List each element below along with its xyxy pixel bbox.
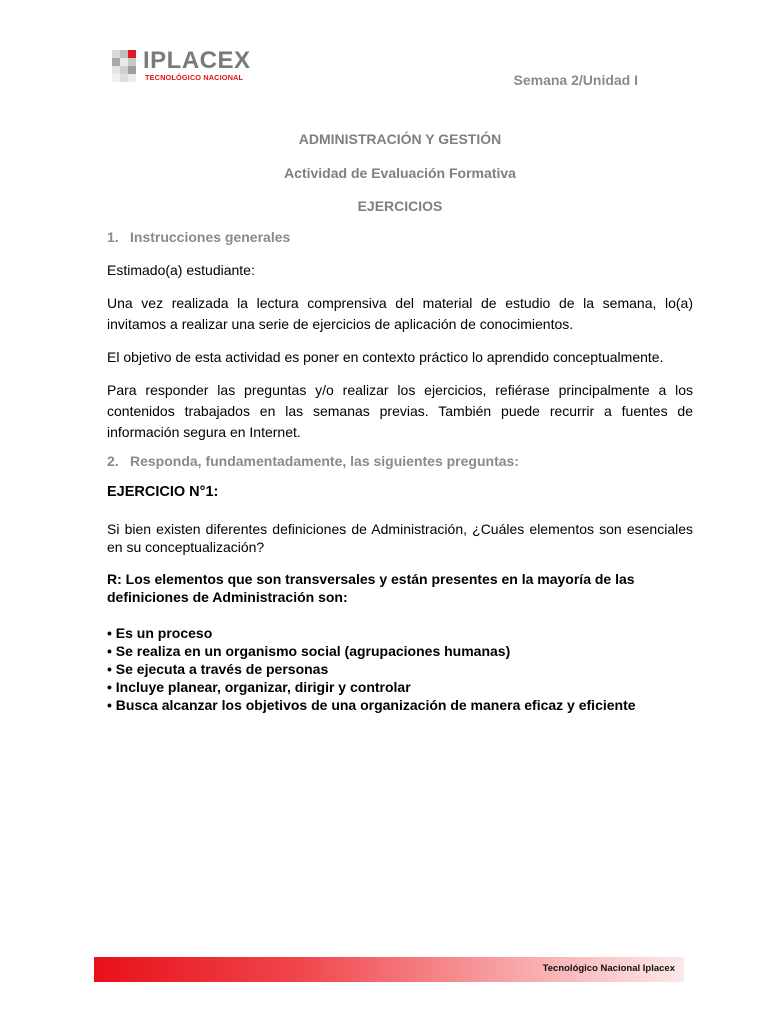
paragraph: Una vez realizada la lectura comprensiva del material de estudio de la semana, lo(a) invitamos a realizar una serie de ejercicios de aplicación de conocimientos. [107, 295, 693, 332]
list-item: • Es un proceso [107, 625, 213, 641]
section-title: Responda, fundamentadamente, las siguientes preguntas: [130, 453, 519, 469]
footer-bar [94, 957, 684, 982]
logo-subtitle: TECNOLÓGICO NACIONAL [145, 73, 244, 82]
paragraph: El objetivo de esta actividad es poner en contexto práctico lo aprendido conceptualmente. [107, 349, 664, 365]
logo-mosaic-icon [112, 50, 144, 82]
section-number: 1. [107, 229, 119, 245]
greeting: Estimado(a) estudiante: [107, 262, 255, 278]
activity-title: Actividad de Evaluación Formativa [284, 165, 516, 181]
list-item: • Se ejecuta a través de personas [107, 661, 329, 677]
list-item: • Busca alcanzar los objetivos de una organización de manera eficaz y eficiente [107, 697, 636, 713]
section-number: 2. [107, 453, 119, 469]
exercise-answer: R: Los elementos que son transversales y están presentes en la mayoría de las definiciones de Administración son: [107, 571, 635, 605]
course-title: ADMINISTRACIÓN Y GESTIÓN [298, 131, 502, 147]
list-item: • Se realiza en un organismo social (agrupaciones humanas) [107, 643, 511, 659]
answer-bullet-list [107, 624, 693, 714]
week-label: Semana 2/Unidad I [513, 72, 638, 88]
footer-text: Tecnológico Nacional Iplacex [542, 963, 675, 974]
iplacex-logo [112, 47, 257, 86]
exercise-question: Si bien existen diferentes definiciones de Administración, ¿Cuáles elementos son esenciales en su conceptualización? [107, 521, 693, 555]
list-item: • Incluye planear, organizar, dirigir y controlar [107, 679, 411, 695]
paragraph: Para responder las preguntas y/o realizar los ejercicios, refiérase principalmente a los contenidos trabajados en las semanas previas. También puede recurrir a fuentes de información segura en Internet. [107, 382, 693, 440]
section-heading-instructions [107, 229, 693, 245]
section-heading-questions [107, 453, 693, 469]
section-title: Instrucciones generales [130, 229, 291, 245]
exercise-title: EJERCICIO N°1: [107, 484, 219, 500]
logo-wordmark: IPLACEX [143, 47, 251, 74]
document-body [107, 131, 693, 714]
exercises-title: EJERCICIOS [357, 198, 443, 214]
